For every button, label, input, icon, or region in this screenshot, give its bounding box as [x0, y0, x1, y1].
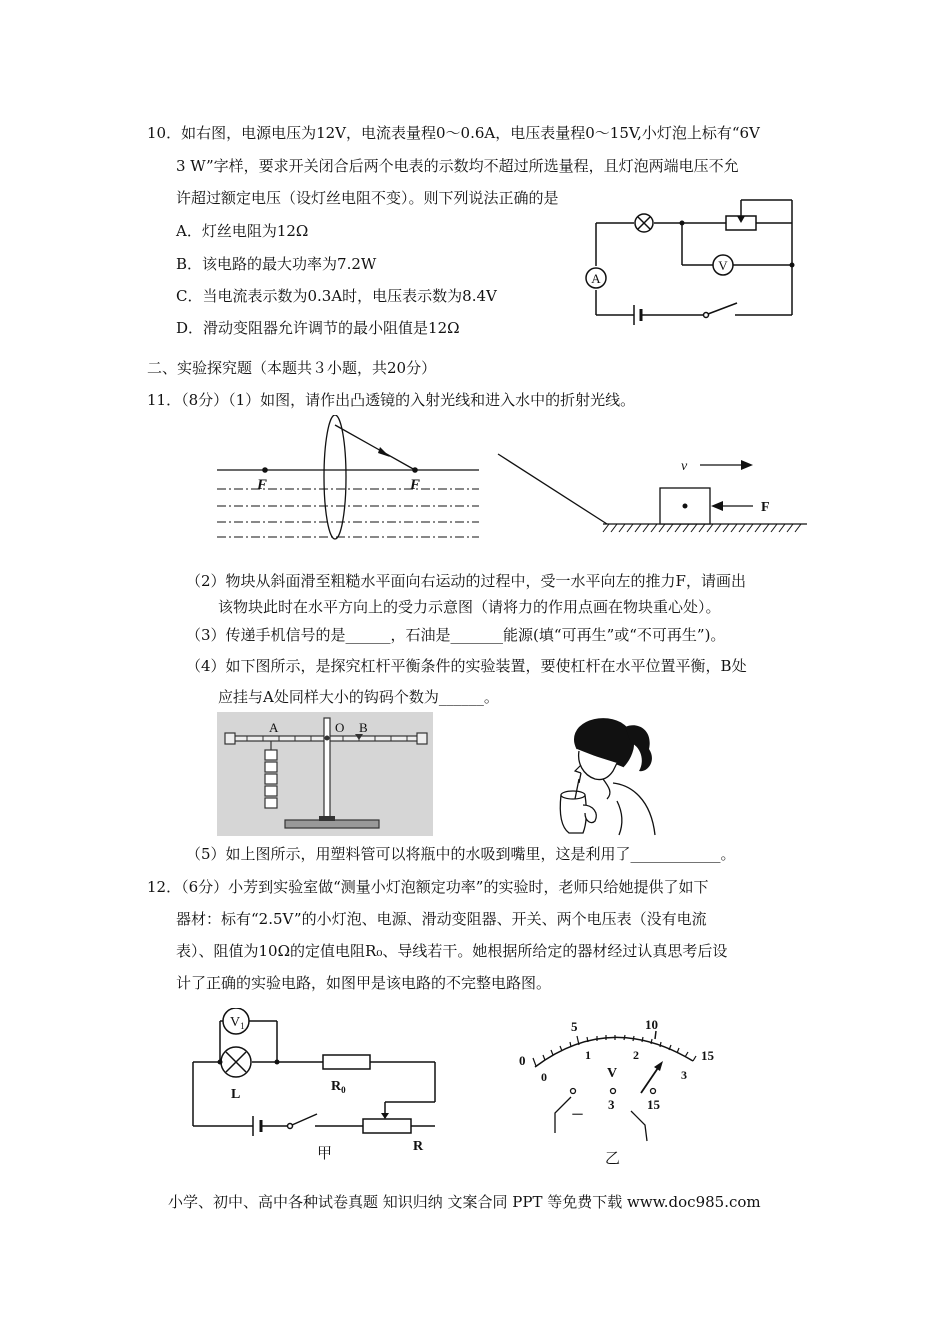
inner-tick-0: 0 [541, 1070, 547, 1084]
q10-circuit-diagram [580, 190, 805, 330]
lever-label-o: O [335, 720, 345, 735]
q11-part3: （3）传递手机信号的是______，石油是_______能源(填“可再生”或“不可再生”)。 [186, 626, 726, 644]
q11-part4-line-2: 应挂与A处同样大小的钩码个数为______。 [218, 688, 499, 706]
inner-tick-1: 1 [585, 1048, 591, 1062]
q12-line-1: 12．（6分）小芳到实验室做“测量小灯泡额定功率”的实验时，老师只给她提供了如下 [147, 878, 709, 896]
r0-label: $R_0$ [331, 1079, 346, 1095]
outer-tick-0: 0 [519, 1053, 526, 1068]
inner-tick-2: 2 [633, 1048, 639, 1062]
q10-line-1: 10．如右图，电源电压为12V，电流表量程0～0.6A，电压表量程0～15V,小灯泡上标有“6V [147, 124, 760, 142]
girl-drinking-illustration [547, 713, 662, 838]
outer-tick-10: 10 [645, 1017, 658, 1032]
lamp-label: L [231, 1087, 241, 1102]
q12-line-4: 计了正确的实验电路，如图甲是该电路的不完整电路图。 [176, 974, 552, 992]
q10-option-b: B．该电路的最大功率为7.2W [176, 255, 377, 273]
q11-block-diagram [495, 450, 810, 535]
focus-right-label: F [410, 477, 421, 493]
v1-label: $V_1$ [230, 1015, 245, 1031]
voltmeter-label: V [718, 258, 728, 273]
circuit-caption-jia: 甲 [317, 1146, 333, 1162]
footer-advert: 小学、初中、高中各种试卷真题 知识归纳 文案合同 PPT 等免费下载 www.doc985.com [168, 1193, 761, 1211]
q12-line-3: 表）、阻值为10Ω的定值电阻R₀、导线若干。她根据所给定的器材经过认真思考后设 [176, 942, 728, 960]
q10-line-3: 许超过额定电压（设灯丝电阻不变）。则下列说法正确的是 [176, 189, 559, 207]
q12-line-2: 器材：标有“2.5V”的小灯泡、电源、滑动变阻器、开关、两个电压表（没有电流 [176, 910, 707, 928]
q11-part2-line-2: 该物块此时在水平方向上的受力示意图（请将力的作用点画在物块重心处）。 [218, 598, 721, 616]
q10-option-c: C．当电流表示数为0.3A时，电压表示数为8.4V [176, 287, 497, 305]
rheostat-label: R [413, 1139, 424, 1154]
terminal-negative: － [571, 1107, 585, 1122]
q10-option-a: A．灯丝电阻为12Ω [176, 222, 309, 240]
q11-part2-line-1: （2）物块从斜面滑至粗糙水平面向右运动的过程中，受一水平向左的推力F，请画出 [186, 572, 746, 590]
lever-label-b: B [359, 720, 368, 735]
circuit-jia-diagram [185, 1008, 450, 1170]
q11-line-1: 11．（8分）（1）如图，请作出凸透镜的入射光线和进入水中的折射光线。 [147, 391, 636, 409]
q11-part4-line-1: （4）如下图所示，是探究杠杆平衡条件的实验装置，要使杠杆在水平位置平衡，B处 [186, 657, 747, 675]
force-label: F [761, 500, 770, 515]
velocity-label: v [681, 459, 688, 474]
focus-left-label: F [257, 477, 268, 493]
terminal-15: 15 [647, 1097, 660, 1112]
outer-tick-5: 5 [571, 1019, 578, 1034]
ammeter-label: A [591, 271, 601, 286]
section-2-heading: 二、实验探究题（本题共３小题，共20分） [147, 359, 437, 377]
outer-tick-15: 15 [701, 1048, 714, 1063]
meter-symbol: V [607, 1066, 618, 1081]
q11-part5: （5）如上图所示，用塑料管可以将瓶中的水吸到嘴里，这是利用了____________。 [186, 845, 736, 863]
q11-lens-diagram [215, 415, 483, 540]
meter-caption-yi: 乙 [605, 1151, 621, 1167]
inner-tick-3: 3 [681, 1068, 687, 1082]
q10-option-d: D．滑动变阻器允许调节的最小阻值是12Ω [176, 319, 460, 337]
lever-label-a: A [269, 720, 279, 735]
lever-diagram [217, 712, 433, 836]
voltmeter-yi-diagram [515, 1015, 720, 1167]
terminal-3: 3 [608, 1097, 615, 1112]
q10-line-2: 3 W”字样，要求开关闭合后两个电表的示数均不超过所选量程，且灯泡两端电压不允 [176, 157, 739, 175]
